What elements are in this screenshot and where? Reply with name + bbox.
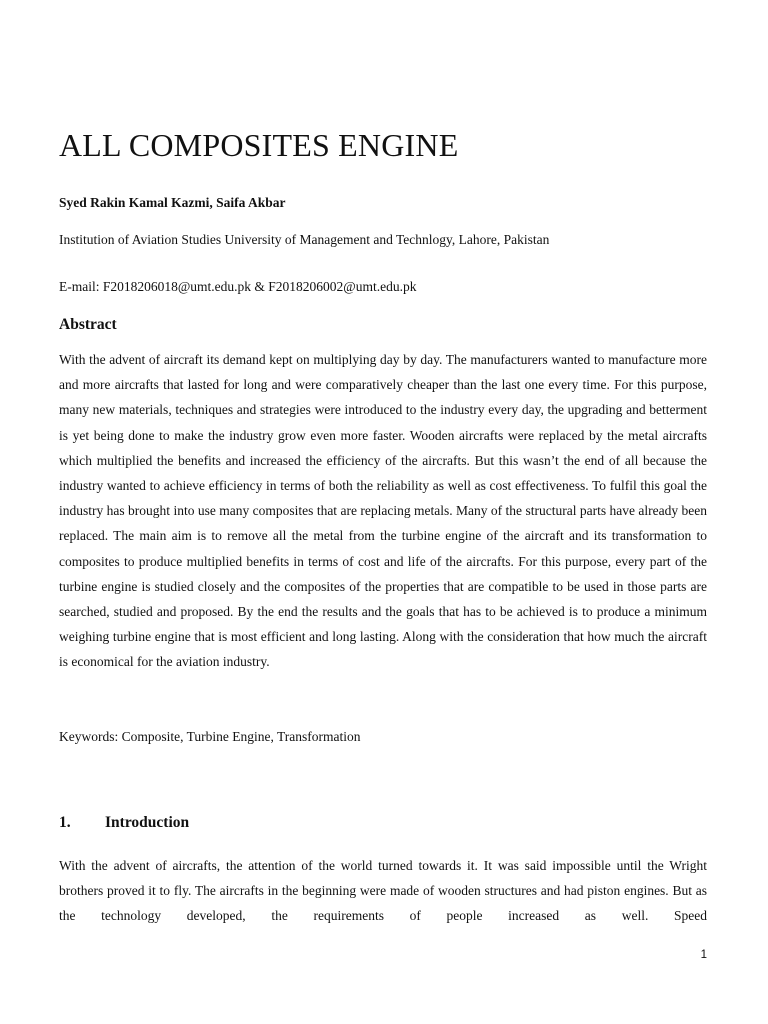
abstract-body: With the advent of aircraft its demand kept on multiplying day by day. The manufacturers wanted to manufacture more and more aircrafts that lasted for long and were comparatively cheaper than the last one every time. For this purpose, many new materials, techniques and strategies were introduced to the industry every day, the upgrading and betterment is yet being done to make the industry grow even more faster. Wooden aircrafts were replaced by the metal aircrafts which multiplied the benefits and increased the efficiency of the aircrafts. But this wasn’t the end of all because the industry wanted to achieve efficiency in terms of both the reliability as well as cost effectiveness. To fulfil this goal the industry has brought into use many composites that are replacing metals. Many of the structural parts have already been replaced. The main aim is to remove all the metal from the turbine engine of the aircraft and its transformation to composites to produce multiplied benefits in terms of cost and life of the aircrafts. For this purpose, every part of the turbine engine is studied closely and the composites of the properties that are compatible to be used in those parts are searched, studied and proposed. By the end the results and the goals that has to be achieved is to produce a minimum weighing turbine engine that is most efficient and long lasting. Along with the consideration that how much the aircraft is economical for the aviation industry.: [59, 352, 707, 670]
document-page: [59, 0, 707, 1024]
page-number: 1: [700, 949, 707, 961]
author-email: E-mail: F2018206018@umt.edu.pk & F2018206002@umt.edu.pk: [59, 279, 417, 294]
keywords-line: Keywords: Composite, Turbine Engine, Transformation: [59, 729, 361, 744]
section-number: 1.: [59, 814, 71, 831]
introduction-body: With the advent of aircrafts, the attention of the world turned towards it. It was said impossible until the Wright brothers proved it to fly. The aircrafts in the beginning were made of wooden structures and had piston engines. But as the technology developed, the requirements of people increased as well. Speed: [59, 858, 707, 924]
author-affiliation: Institution of Aviation Studies University of Management and Technlogy, Lahore, Pakistan: [59, 232, 550, 247]
paper-title: ALL COMPOSITES ENGINE: [59, 127, 459, 163]
section-title: Introduction: [105, 814, 190, 831]
author-names: Syed Rakin Kamal Kazmi, Saifa Akbar: [59, 195, 286, 210]
abstract-heading: Abstract: [59, 316, 117, 333]
section-heading-introduction: [59, 814, 189, 832]
